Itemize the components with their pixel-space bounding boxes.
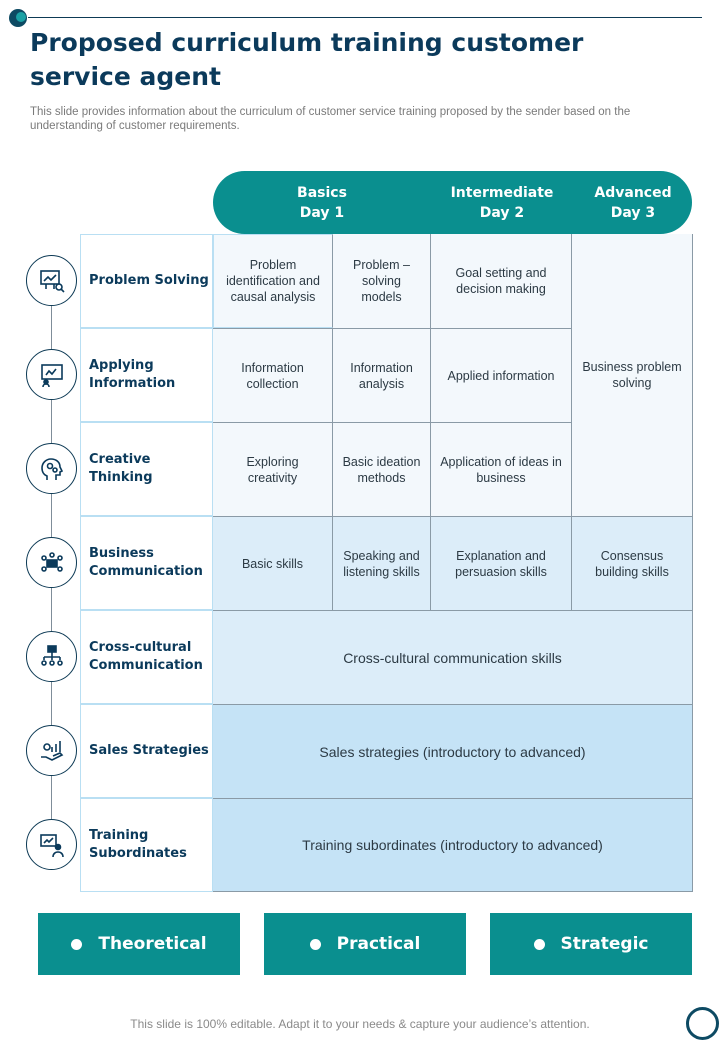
trainer-board-icon	[26, 819, 77, 870]
column-header-advanced: Advanced Day 3	[594, 185, 672, 221]
row-label-business-communication: Business Communication	[80, 516, 213, 610]
table-cell: Goal setting and decision making	[431, 234, 572, 328]
page-subtitle: This slide provides information about the curriculum of customer service training proposed by the sender based on the understanding of customer requirements.	[30, 106, 631, 132]
top-divider	[28, 17, 702, 18]
bullet-icon	[71, 939, 82, 950]
table-cell-wide: Training subordinates (introductory to advanced)	[213, 798, 693, 892]
button-label: Theoretical	[98, 934, 207, 954]
table-cell: Problem – solving models	[333, 234, 431, 328]
footer-note: This slide is 100% editable. Adapt it to your needs & capture your audience’s attention.	[130, 1017, 590, 1031]
table-cell-wide: Sales strategies (introductory to advanced)	[213, 704, 693, 798]
theoretical-button[interactable]	[38, 913, 240, 975]
table-cell: Exploring creativity	[213, 422, 333, 516]
practical-button[interactable]	[264, 913, 466, 975]
row-label-problem-solving: Problem Solving	[80, 234, 213, 328]
row-label-cross-cultural-communication: Cross-cultural Communication	[80, 610, 213, 704]
table-cell: Problem identification and causal analysis	[213, 234, 333, 328]
head-gears-icon	[26, 443, 77, 494]
table-cell: Basic ideation methods	[333, 422, 431, 516]
table-cell: Consensus building skills	[572, 516, 693, 610]
meeting-table-icon	[26, 537, 77, 588]
ring-icon	[686, 1007, 719, 1040]
button-label: Practical	[336, 934, 421, 954]
row-label-training-subordinates: Training Subordinates	[80, 798, 213, 892]
table-cell: Information analysis	[333, 328, 431, 422]
row-label-creative-thinking: Creative Thinking	[80, 422, 213, 516]
column-header-basics: Basics Day 1	[297, 185, 347, 221]
table-cell: Applied information	[431, 328, 572, 422]
table-cell: Information collection	[213, 328, 333, 422]
presentation-chart-icon	[26, 255, 77, 306]
bullet-icon	[310, 939, 321, 950]
table-cell: Application of ideas in business	[431, 422, 572, 516]
decorative-dot	[9, 9, 27, 27]
monitor-presenter-icon	[26, 349, 77, 400]
table-cell: Basic skills	[213, 516, 333, 610]
table-cell-wide: Cross-cultural communication skills	[213, 610, 693, 704]
row-label-applying-information: Applying Information	[80, 328, 213, 422]
table-cell: Speaking and listening skills	[333, 516, 431, 610]
table-cell: Explanation and persuasion skills	[431, 516, 572, 610]
table-cell-merged: Business problem solving	[572, 234, 693, 516]
strategic-button[interactable]	[490, 913, 692, 975]
network-people-icon	[26, 631, 77, 682]
hand-growth-icon	[26, 725, 77, 776]
bullet-icon	[534, 939, 545, 950]
curriculum-table	[80, 234, 693, 892]
column-header-intermediate: Intermediate Day 2	[450, 185, 554, 221]
page-title: Proposed curriculum training customer service agent	[30, 28, 584, 91]
row-label-sales-strategies: Sales Strategies	[80, 704, 213, 798]
button-label: Strategic	[560, 934, 649, 954]
